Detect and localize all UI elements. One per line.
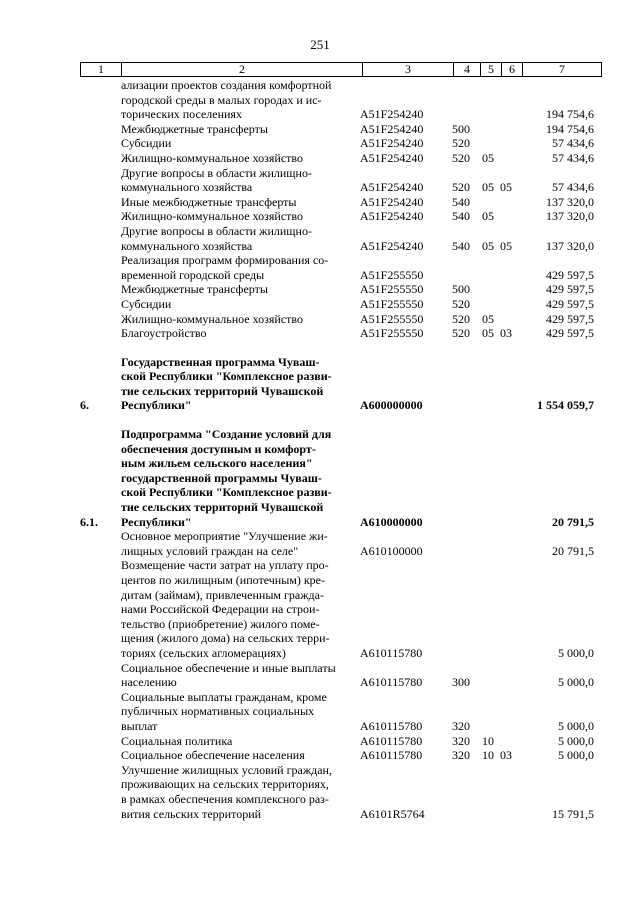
description-line: ториях (сельских агломерациях) xyxy=(121,645,286,660)
description-line: обеспечения доступным и комфорт- xyxy=(121,441,316,456)
description-line: Межбюджетные трансферты xyxy=(121,121,268,136)
amount-value: 194 754,6 xyxy=(546,121,594,136)
program-row xyxy=(0,355,640,413)
row-description xyxy=(121,151,355,166)
description-line: Жилищно-коммунальное хозяйство xyxy=(121,209,304,224)
target-article-code: A51F255550 xyxy=(360,267,424,282)
table-row xyxy=(0,734,640,749)
section-code: 05 xyxy=(482,326,494,341)
description-line: Межбюджетные трансферты xyxy=(121,282,268,297)
row-description xyxy=(121,312,355,327)
target-article-code: A610115780 xyxy=(360,718,423,733)
amount-value: 137 320,0 xyxy=(546,209,594,224)
description-line: торических поселениях xyxy=(121,107,242,122)
description-line: тельство (приобретение) жилого поме- xyxy=(121,616,320,631)
description-line: коммунального хозяйства xyxy=(121,238,253,253)
amount-value: 5 000,0 xyxy=(558,733,594,748)
subsection-code: 03 xyxy=(500,748,512,763)
description-line: Государственная программа Чуваш- xyxy=(121,354,320,369)
description-line: публичных нормативных социальных xyxy=(121,704,315,719)
description-line: тие сельских территорий Чувашской xyxy=(121,383,324,398)
amount-value: 20 791,5 xyxy=(552,514,594,529)
table-row xyxy=(0,195,640,210)
table-row xyxy=(0,151,640,166)
expense-type-code: 500 xyxy=(452,121,470,136)
amount-value: 20 791,5 xyxy=(552,543,594,558)
target-article-code: A51F255550 xyxy=(360,311,424,326)
description-line: Социальная политика xyxy=(121,733,233,748)
description-line: Иные межбюджетные трансферты xyxy=(121,194,297,209)
amount-value: 5 000,0 xyxy=(558,718,594,733)
description-line: Социальное обеспечение населения xyxy=(121,748,305,763)
amount-value: 15 791,5 xyxy=(552,806,594,821)
table-row xyxy=(0,558,640,660)
description-line: Социальные выплаты гражданам, кроме xyxy=(121,689,327,704)
description-line: Подпрограмма "Создание условий для xyxy=(121,427,332,442)
expense-type-code: 520 xyxy=(452,136,470,151)
target-article-code: A51F254240 xyxy=(360,209,424,224)
row-description xyxy=(121,355,355,413)
table-row xyxy=(0,763,640,821)
target-article-code: A51F255550 xyxy=(360,282,424,297)
section-code: 05 xyxy=(482,150,494,165)
description-line: городской среды в малых городах и ис- xyxy=(121,92,322,107)
row-number: 6. xyxy=(80,398,89,413)
header-col-1: 1 xyxy=(81,63,122,77)
header-col-3: 3 xyxy=(363,63,454,77)
row-description xyxy=(121,661,355,690)
target-article-code: A610100000 xyxy=(360,543,423,558)
row-description xyxy=(121,326,355,341)
description-line: вития сельских территорий xyxy=(121,806,262,821)
table-row xyxy=(0,312,640,327)
table-row xyxy=(0,690,640,734)
row-description xyxy=(121,734,355,749)
row-description xyxy=(121,690,355,734)
section-code: 05 xyxy=(482,180,494,195)
row-description xyxy=(121,282,355,297)
target-article-code: A51F254240 xyxy=(360,136,424,151)
row-number: 6.1. xyxy=(80,514,98,529)
subsection-code: 05 xyxy=(500,238,512,253)
description-line: в рамках обеспечения комплексного раз- xyxy=(121,791,329,806)
page-number: 251 xyxy=(310,37,330,52)
amount-value: 5 000,0 xyxy=(558,748,594,763)
amount-value: 429 597,5 xyxy=(546,296,594,311)
table-row xyxy=(0,326,640,341)
amount-value: 194 754,6 xyxy=(546,107,594,122)
expense-type-code: 500 xyxy=(452,282,470,297)
target-article-code: A51F254240 xyxy=(360,194,424,209)
amount-value: 137 320,0 xyxy=(546,194,594,209)
target-article-code: A610115780 xyxy=(360,748,423,763)
description-line: Реализация программ формирования со- xyxy=(121,253,329,268)
description-line: Жилищно-коммунальное хозяйство xyxy=(121,311,304,326)
description-line: Улучшение жилищных условий граждан, xyxy=(121,762,332,777)
expense-type-code: 320 xyxy=(452,718,470,733)
row-description xyxy=(121,195,355,210)
amount-value: 5 000,0 xyxy=(558,675,594,690)
description-line: Возмещение части затрат на уплату про- xyxy=(121,558,329,573)
description-line: центов по жилищным (ипотечным) кре- xyxy=(121,573,325,587)
expense-type-code: 520 xyxy=(452,326,470,341)
section-code: 05 xyxy=(482,238,494,253)
description-line: государственной программы Чуваш- xyxy=(121,470,322,485)
table-row xyxy=(0,529,640,558)
expense-type-code: 540 xyxy=(452,238,470,253)
table-row xyxy=(0,78,640,122)
description-line: лищных условий граждан на селе" xyxy=(121,543,299,558)
description-line: нами Российской Федерации на строи- xyxy=(121,602,320,617)
program-row xyxy=(0,427,640,529)
expense-type-code: 520 xyxy=(452,180,470,195)
row-description xyxy=(121,763,355,821)
table-row xyxy=(0,122,640,137)
target-article-code: A610115780 xyxy=(360,733,423,748)
table-row xyxy=(0,136,640,151)
row-spacer xyxy=(0,413,640,427)
table-row xyxy=(0,297,640,312)
expense-type-code: 520 xyxy=(452,296,470,311)
description-line: ской Республики "Комплексное разви- xyxy=(121,369,332,384)
target-article-code: A51F255550 xyxy=(360,326,424,341)
expense-type-code: 520 xyxy=(452,150,470,165)
description-line: Социальное обеспечение и иные выплаты xyxy=(121,660,336,675)
description-line: населению xyxy=(121,675,177,690)
budget-table-body xyxy=(0,78,640,821)
row-description xyxy=(121,748,355,763)
table-row xyxy=(0,224,640,253)
row-description xyxy=(121,297,355,312)
description-line: временной городской среды xyxy=(121,267,265,282)
section-code: 10 xyxy=(482,733,494,748)
row-description xyxy=(121,427,355,529)
expense-type-code: 540 xyxy=(452,209,470,224)
description-line: Благоустройство xyxy=(121,326,207,341)
subsection-code: 03 xyxy=(500,326,512,341)
description-line: дитам (займам), привлеченным гражда- xyxy=(121,587,324,602)
target-article-code: A51F254240 xyxy=(360,238,424,253)
target-article-code: A51F254240 xyxy=(360,107,424,122)
description-line: тие сельских территорий Чувашской xyxy=(121,500,324,515)
expense-type-code: 540 xyxy=(452,194,470,209)
row-description xyxy=(121,529,355,558)
description-line: Республики" xyxy=(121,514,192,529)
section-code: 10 xyxy=(482,748,494,763)
table-row xyxy=(0,748,640,763)
header-col-6: 6 xyxy=(502,63,523,77)
row-description xyxy=(121,253,355,282)
description-line: Субсидии xyxy=(121,296,172,311)
target-article-code: A610115780 xyxy=(360,675,423,690)
description-line: Субсидии xyxy=(121,136,172,151)
amount-value: 57 434,6 xyxy=(552,150,594,165)
expense-type-code: 320 xyxy=(452,748,470,763)
description-line: выплат xyxy=(121,718,158,733)
row-description xyxy=(121,78,355,122)
description-line: коммунального хозяйства xyxy=(121,180,253,195)
row-description xyxy=(121,224,355,253)
description-line: Жилищно-коммунальное хозяйство xyxy=(121,150,304,165)
amount-value: 429 597,5 xyxy=(546,326,594,341)
header-col-2: 2 xyxy=(122,63,363,77)
description-line: щения (жилого дома) на сельских терри- xyxy=(121,631,330,646)
row-spacer xyxy=(0,341,640,355)
header-col-5: 5 xyxy=(481,63,502,77)
header-col-7: 7 xyxy=(523,63,602,77)
row-description xyxy=(121,122,355,137)
table-row xyxy=(0,282,640,297)
amount-value: 1 554 059,7 xyxy=(537,398,594,413)
column-header-row xyxy=(80,62,602,77)
amount-value: 57 434,6 xyxy=(552,136,594,151)
description-line: ным жильем сельского населения" xyxy=(121,456,313,471)
target-article-code: A610115780 xyxy=(360,645,423,660)
expense-type-code: 320 xyxy=(452,733,470,748)
row-description xyxy=(121,136,355,151)
target-article-code: A600000000 xyxy=(360,398,423,413)
expense-type-code: 520 xyxy=(452,311,470,326)
section-code: 05 xyxy=(482,311,494,326)
amount-value: 429 597,5 xyxy=(546,267,594,282)
row-description xyxy=(121,166,355,195)
amount-value: 137 320,0 xyxy=(546,238,594,253)
description-line: Республики" xyxy=(121,398,192,413)
section-code: 05 xyxy=(482,209,494,224)
description-line: Основное мероприятие "Улучшение жи- xyxy=(121,529,328,544)
row-description xyxy=(121,209,355,224)
description-line: проживающих на сельских территориях, xyxy=(121,777,329,792)
table-row xyxy=(0,661,640,690)
target-article-code: A51F254240 xyxy=(360,121,424,136)
target-article-code: A51F254240 xyxy=(360,150,424,165)
expense-type-code: 300 xyxy=(452,675,470,690)
header-col-4: 4 xyxy=(454,63,481,77)
description-line: ской Республики "Комплексное разви- xyxy=(121,485,332,500)
row-description xyxy=(121,558,355,660)
subsection-code: 05 xyxy=(500,180,512,195)
target-article-code: A610000000 xyxy=(360,514,423,529)
description-line: Другие вопросы в области жилищно- xyxy=(121,165,312,180)
table-row xyxy=(0,166,640,195)
table-row xyxy=(0,209,640,224)
amount-value: 5 000,0 xyxy=(558,645,594,660)
table-row xyxy=(0,253,640,282)
amount-value: 429 597,5 xyxy=(546,282,594,297)
amount-value: 429 597,5 xyxy=(546,311,594,326)
description-line: ализации проектов создания комфортной xyxy=(121,78,332,92)
target-article-code: A51F254240 xyxy=(360,180,424,195)
amount-value: 57 434,6 xyxy=(552,180,594,195)
target-article-code: A6101R5764 xyxy=(360,806,425,821)
description-line: Другие вопросы в области жилищно- xyxy=(121,223,312,238)
target-article-code: A51F255550 xyxy=(360,296,424,311)
